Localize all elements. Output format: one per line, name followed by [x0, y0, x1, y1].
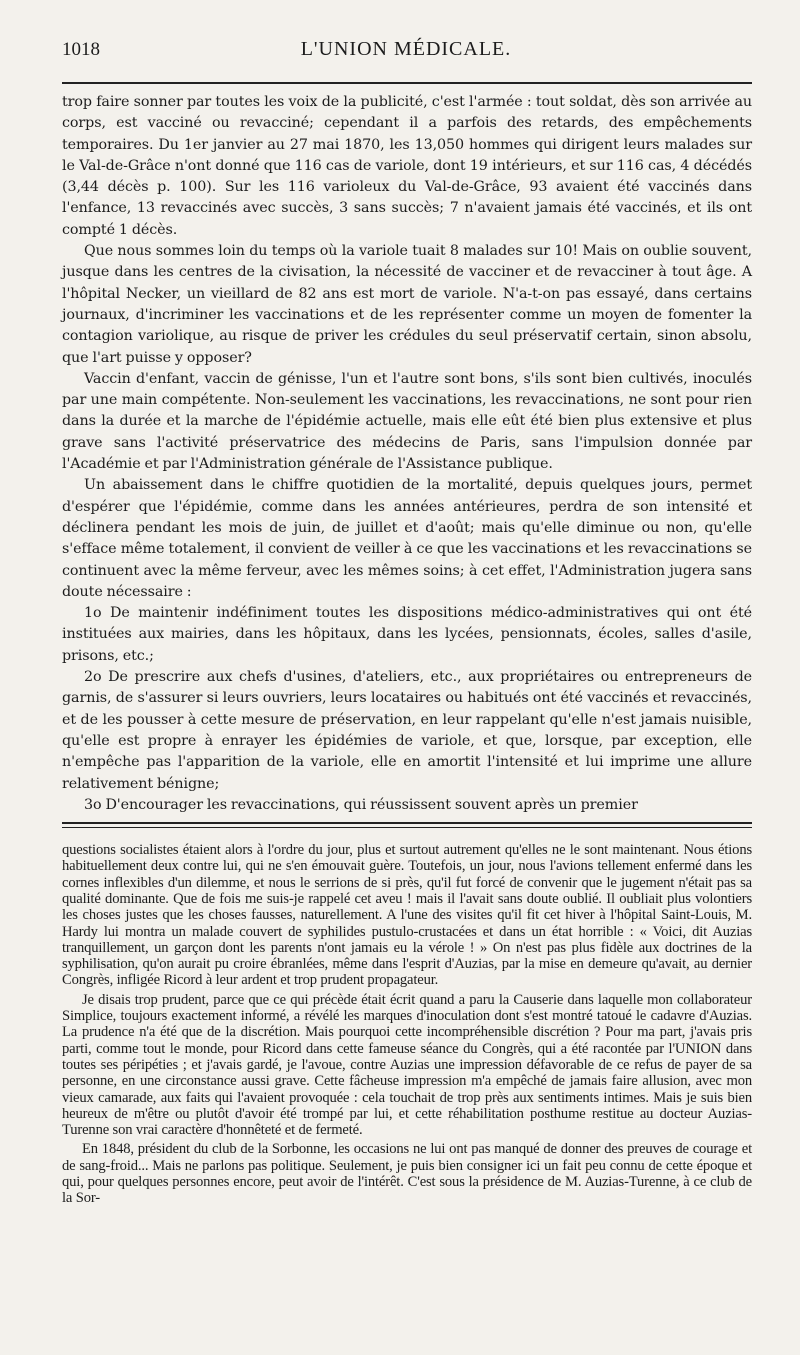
main-article: [62, 92, 752, 816]
feuilleton-paragraph-2: Je disais trop prudent, parce que ce qui précède était écrit quand a paru la Causerie dans laquelle mon collaborateur Simplice, toujours exactement informé, a révélé les marques d'inoculation dont s'est montré tatoué le cadavre d'Auzias. La prudence n'a été que de la discrétion. Mais pourquoi cette incompréhensible discrétion ? Pour ma part, j'avais pris parti, comme tout le monde, pour Ricord dans cette fameuse séance du Congrès, qui a été racontée par l'UNION dans toutes ses péripéties ; et j'avais gardé, je l'avoue, contre Auzias une impression défavorable de ce refus de payer de sa personne, en une circonstance aussi grave. Cette fâcheuse impression m'a empêché de jamais faire allusion, avec mon vieux camarade, aux faits qui l'avaient provoquée : cela touchait de trop près aux sentiments intimes. Mais je suis bien heureux de m'être ou plutôt d'avoir été trompé par lui, et cette réhabilitation posthume restitue au docteur Auzias-Turenne son vrai caractère d'honnêteté et de fermeté.: [62, 991, 752, 1139]
separator-thick-rule: [62, 822, 752, 824]
main-paragraph-5: 1o De maintenir indéfiniment toutes les dispositions médico-administratives qui ont été instituées aux mairies, dans les hôpitaux, dans les lycées, pensionnats, écoles, salles d'asile, prisons, etc.;: [62, 605, 752, 664]
document-page: [62, 38, 752, 1207]
journal-title: L'UNION MÉDICALE.: [300, 38, 512, 60]
feuilleton-separator: [62, 822, 752, 828]
main-paragraph-3: Vaccin d'enfant, vaccin de génisse, l'un et l'autre sont bons, s'ils sont bien cultivés, inoculés par une main compétente. Non-seulement les vaccinations, les revaccinations, ne sont pour rien dans la durée et la marche de l'épidémie actuelle, mais elle eût été bien plus extensive et plus grave sans l'activité préservatrice des médecins de Paris, sans l'impulsion donnée par l'Académie et par l'Administration générale de l'Assistance publique.: [62, 370, 752, 473]
separator-thin-rule: [62, 827, 752, 828]
main-paragraph-7: 3o D'encourager les revaccinations, qui réussissent souvent après un premier: [84, 796, 638, 813]
main-paragraph-2: Que nous sommes loin du temps où la variole tuait 8 malades sur 10! Mais on oublie souvent, jusque dans les centres de la civisation, la nécessité de vacciner et de revacciner à tout âge. A l'hôpital Necker, un vieillard de 82 ans est mort de variole. N'a-t-on pas essayé, dans certains journaux, d'incriminer les vaccinations et de les représenter comme un moyen de fomenter la contagion variolique, au risque de priver les crédules du seul préservatif certain, sinon absolu, que l'art puisse y opposer?: [62, 243, 752, 366]
header-rule: [62, 82, 752, 84]
feuilleton-section: [62, 842, 752, 1207]
page-number: 1018: [62, 39, 100, 60]
main-paragraph-1: trop faire sonner par toutes les voix de la publicité, c'est l'armée : tout soldat, dès son arrivée au corps, est vacciné ou revacciné; cependant il a parfois des retards, des empêchements temporaires. Du 1er janvier au 27 mai 1870, les 13,050 hommes qui dirigent leurs malades sur le Val-de-Grâce n'ont donné que 116 cas de variole, dont 19 intérieurs, et sur 116 cas, 4 décédés (3,44 décès p. 100). Sur les 116 varioleux du Val-de-Grâce, 93 avaient été vaccinés dans l'enfance, 13 revaccinés avec succès, 3 sans succès; 7 n'avaient jamais été vaccinés, et ils ont compté 1 décès.: [62, 94, 752, 238]
main-paragraph-6: 2o De prescrire aux chefs d'usines, d'ateliers, etc., aux propriétaires ou entrepreneurs de garnis, de s'assurer si leurs ouvriers, leurs locataires ou habitués ont été vaccinés et revaccinés, et de les pousser à cette mesure de préservation, en leur rappelant qu'elle n'est jamais nuisible, qu'elle est propre à enrayer les épidémies de variole, et que, lorsque, par exception, elle n'empêche pas l'apparition de la variole, elle en amortit l'intensité et lui imprime une allure relativement bénigne;: [62, 669, 752, 792]
feuilleton-paragraph-3: En 1848, président du club de la Sorbonne, les occasions ne lui ont pas manqué de donner des preuves de courage et de sang-froid... Mais ne parlons pas politique. Seulement, je puis bien consigner ici un fait peu connu de cette époque et qui, pour quelques personnes encore, peut avoir de l'intérêt. C'est sous la présidence de M. Auzias-Turenne, à ce club de la Sor-: [62, 1141, 752, 1207]
feuilleton-paragraph-1: questions socialistes étaient alors à l'ordre du jour, plus et surtout autrement qu'elles ne le sont maintenant. Nous étions habituellement deux contre lui, qui ne s'en émouvait guère. Toutefois, un jour, nous l'avions tellement enfermé dans les cornes inflexibles d'un dilemme, et nous le serrions de si près, qu'il fut forcé de convenir que le jugement n'était pas sa qualité dominante. Que de fois me suis-je rappelé cet aveu ! mais il l'avait sans doute oublié. Il oubliait plus volontiers les choses justes que les choses fausses, naturellement. A l'une des visites qu'il fit cet hiver à l'hôpital Saint-Louis, M. Hardy lui montra un malade couvert de syphilides pustulo-crustacées et dans un état horrible : « Voici, dit Auzias tranquillement, un garçon dont les parents n'ont jamais eu la vérole ! » On n'est pas plus fidèle aux doctrines de la syphilisation, qu'on aurait pu croire ébranlées, même dans l'esprit d'Auzias, par la mise en demeure qu'avait, au dernier Congrès, infligée Ricord à leur ardent et trop prudent propagateur.: [62, 842, 752, 989]
main-paragraph-4: Un abaissement dans le chiffre quotidien de la mortalité, depuis quelques jours, permet d'espérer que l'épidémie, comme dans les années antérieures, perdra de son intensité et déclinera pendant les mois de juin, de juillet et d'août; mais qu'elle diminue ou non, qu'elle s'efface même totalement, il convient de veiller à ce que les vaccinations et les revaccinations se continuent avec la même ferveur, avec les mêmes soins; à cet effet, l'Administration jugera sans doute nécessaire :: [62, 477, 752, 600]
running-header: [62, 38, 752, 74]
